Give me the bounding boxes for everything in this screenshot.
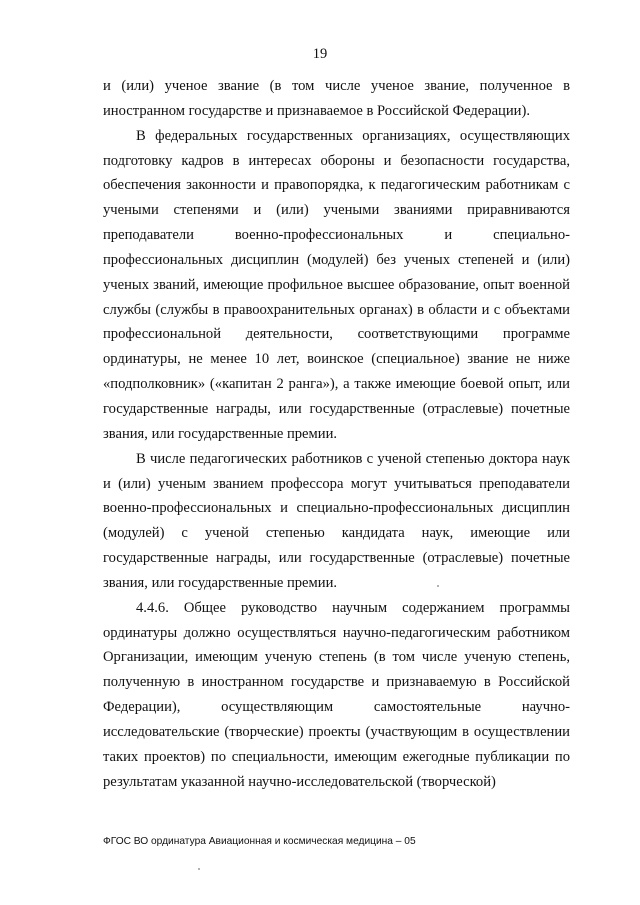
paragraph-continuation: и (или) ученое звание (в том числе ученое звание, полученное в иностранном государстве и признаваемое в Российской Федерации). — [103, 78, 570, 119]
paragraph-4-4-6: 4.4.6. Общее руководство научным содержанием программы ординатуры должно осуществляться научно-педагогическим работником Организации, имеющим ученую степень (в том числе ученую степень, полученную в иностранном государстве и признаваемую в Российской Федерации), осуществляющим самостоятельные научно-исследовательские (творческие) проекты (участвующим в осуществлении таких проектов) по специальности, имеющим ежегодные публикации по результатам указанной научно-исследовательской (творческой) — [103, 599, 570, 790]
page-number: 19 — [312, 46, 328, 62]
scan-speck — [198, 868, 200, 870]
scan-speck — [437, 585, 439, 587]
body-text — [103, 74, 570, 794]
document-footer: ФГОС ВО ординатура Авиационная и космическая медицина – 05 — [103, 836, 416, 847]
paragraph-doctoral-staff: В числе педагогических работников с ученой степенью доктора наук и (или) ученым званием профессора могут учитываться преподаватели военно-профессиональных и специально-профессиональных дисциплин (модулей) с ученой степенью кандидата наук, имеющие или государственные награды, или государственные (отраслевые) почетные звания, или государственные премии. — [103, 450, 570, 591]
paragraph-federal-organizations: В федеральных государственных организациях, осуществляющих подготовку кадров в интересах обороны и безопасности государства, обеспечения законности и правопорядка, к педагогическим работникам с учеными степенями и (или) учеными званиями приравниваются преподаватели военно-профессиональных и специально-профессиональных дисциплин (модулей) без ученых степеней и (или) ученых званий, имеющие профильное высшее образование, опыт военной службы (службы в правоохранительных органах) в области и с объектами профессиональной деятельности, соответствующими программе ординатуры, не менее 10 лет, воинское (специальное) звание не ниже «подполковник» («капитан 2 ранга»), а также имеющие боевой опыт, или государственные награды, или государственные (отраслевые) почетные звания, или государственные премии. — [103, 127, 570, 442]
